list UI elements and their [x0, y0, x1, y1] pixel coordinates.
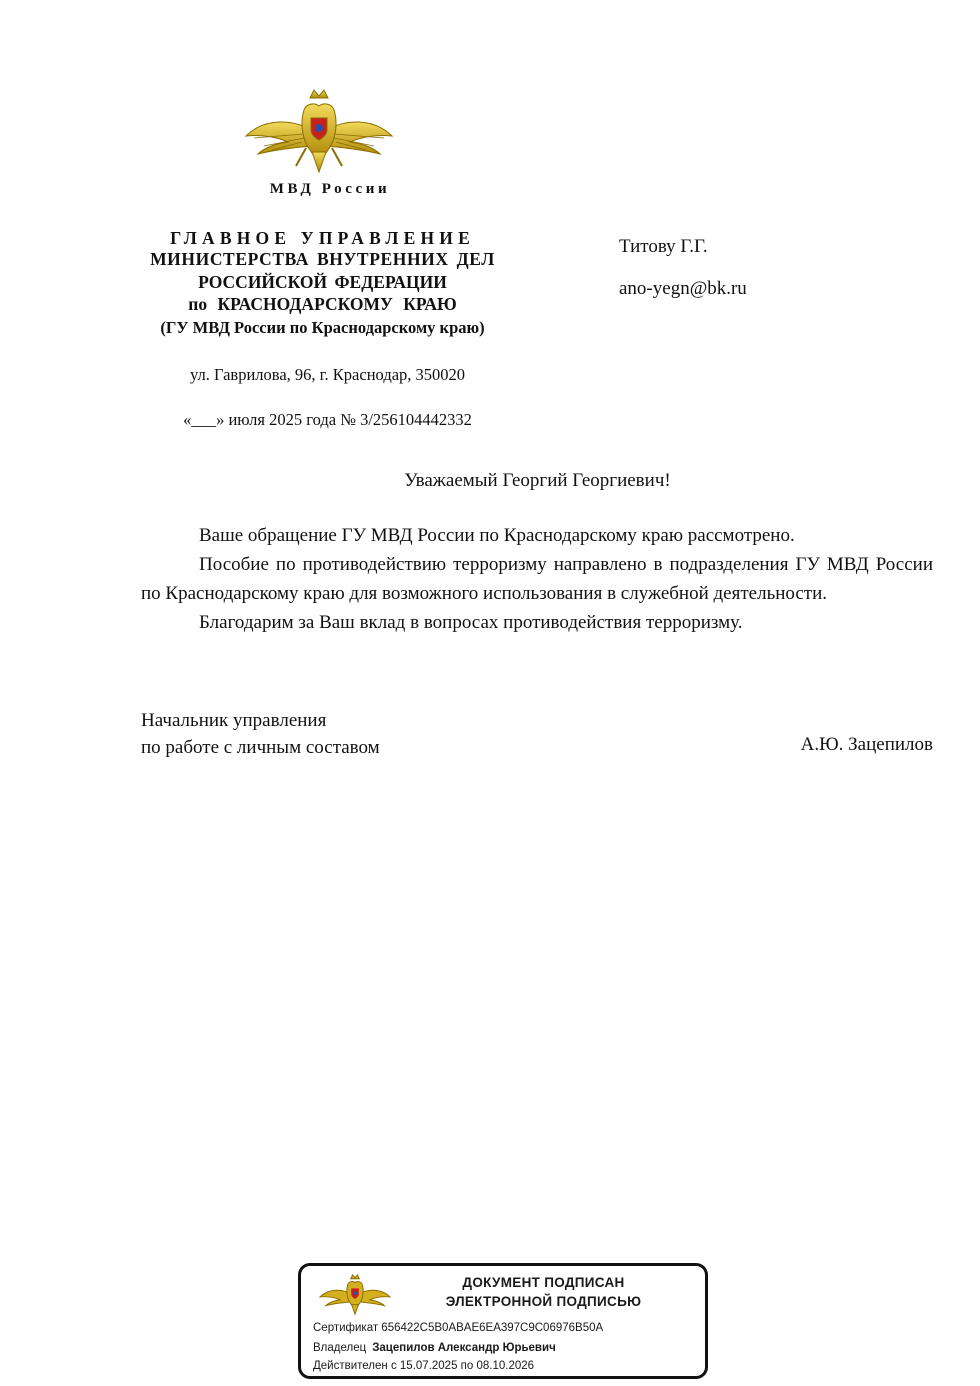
paragraph-1: Ваше обращение ГУ МВД России по Краснодарскому краю рассмотрено.: [199, 525, 795, 546]
recipient-email: ano-yegn@bk.ru: [619, 278, 747, 299]
stamp-certificate: Сертификат 656422C5B0ABAE6EA397C9C06976B50A: [313, 1322, 604, 1334]
org-address: ул. Гаврилова, 96, г. Краснодар, 350020: [189, 365, 466, 384]
org-title-line4: по КРАСНОДАРСКОМУ КРАЮ: [188, 294, 457, 314]
letter-body: [141, 521, 933, 637]
signer-position: [141, 707, 380, 761]
recipient-name: Титову Г.Г.: [619, 236, 708, 257]
mvd-emblem-icon: [244, 88, 394, 180]
e-signature-stamp: [298, 1263, 708, 1379]
stamp-title-line2: ЭЛЕКТРОННОЙ ПОДПИСЬЮ: [445, 1294, 642, 1309]
signer-position-line2: по работе с личным составом: [141, 737, 380, 758]
stamp-emblem-icon: [319, 1272, 391, 1320]
greeting: Уважаемый Георгий Георгиевич!: [404, 470, 671, 491]
org-title-line2: МИНИСТЕРСТВА ВНУТРЕННИХ ДЕЛ: [150, 249, 495, 269]
ministry-label: МВД России: [269, 181, 391, 197]
letter-date-number: «___» июля 2025 года № 3/256104442332: [183, 410, 472, 429]
signer-position-line1: Начальник управления: [141, 710, 327, 731]
stamp-validity: Действителен с 15.07.2025 по 08.10.2026: [313, 1360, 535, 1372]
signer-name: А.Ю. Зацепилов: [800, 734, 933, 755]
paragraph-2: Пособие по противодействию терроризму направлено в подразделения ГУ МВД России по Краснодарскому краю для возможного использования в служебной деятельности.: [141, 554, 933, 604]
org-title-line1: ГЛАВНОЕ УПРАВЛЕНИЕ: [170, 228, 475, 248]
org-short-name: (ГУ МВД России по Краснодарскому краю): [160, 318, 485, 337]
stamp-title-line1: ДОКУМЕНТ ПОДПИСАН: [462, 1275, 625, 1290]
paragraph-3: Благодарим за Ваш вклад в вопросах противодействия терроризму.: [199, 612, 743, 633]
stamp-owner-name: Зацепилов Александр Юрьевич: [372, 1342, 556, 1354]
org-title-line3: РОССИЙСКОЙ ФЕДЕРАЦИИ: [198, 272, 447, 292]
stamp-owner-label: Владелец: [313, 1342, 367, 1354]
stamp-owner-row: [313, 1342, 556, 1354]
